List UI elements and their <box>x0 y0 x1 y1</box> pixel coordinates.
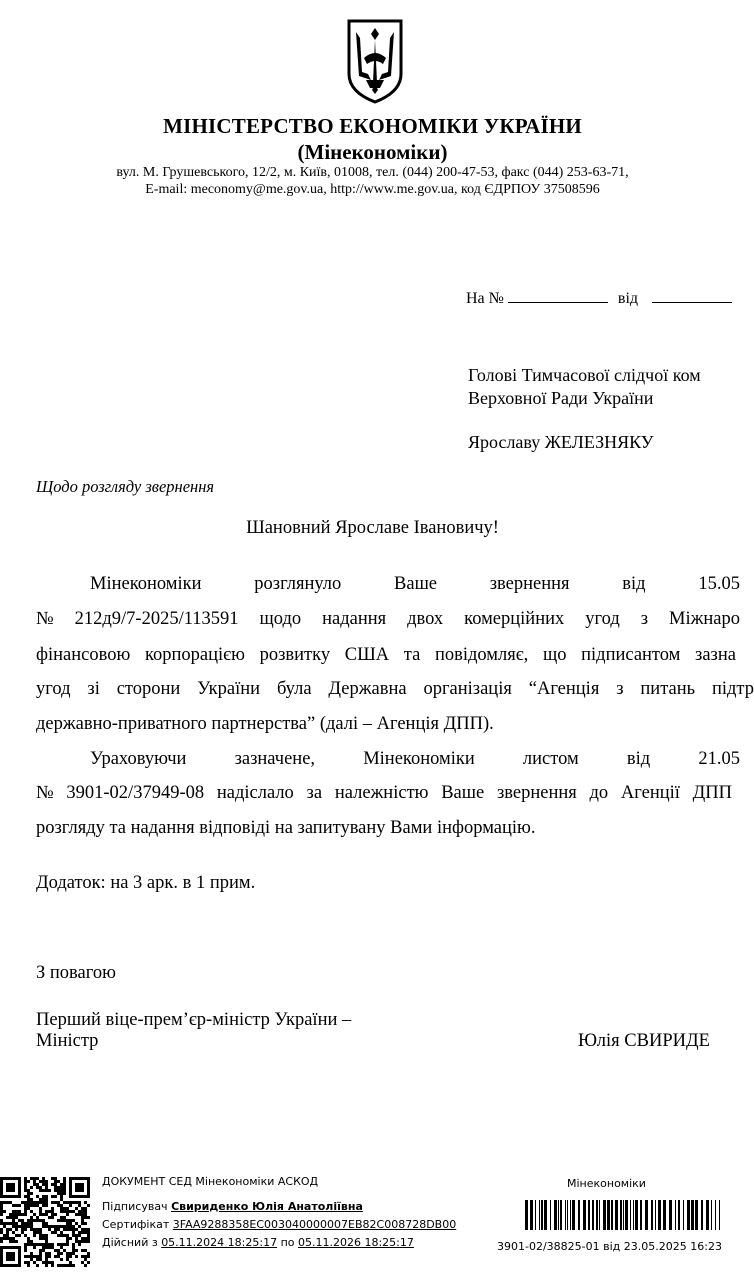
reference-line <box>466 288 732 308</box>
body-word: питань <box>640 679 696 699</box>
body-word: належністю <box>334 783 429 803</box>
body-word: розвитку <box>259 645 331 665</box>
body-word: щодо <box>259 609 302 629</box>
body-word: розглянуло <box>254 574 342 594</box>
body-word: Агенції <box>620 783 680 803</box>
sed-document-label: ДОКУМЕНТ СЕД Мінекономіки АСКОД <box>102 1175 319 1188</box>
sed-cert-label: Сертифікат <box>102 1218 170 1231</box>
body-line <box>36 679 754 700</box>
reference-date-label: від <box>617 290 639 307</box>
body-word: звернення <box>496 783 577 803</box>
barcode-icon <box>525 1200 720 1230</box>
body-word: Міжнаро <box>669 609 740 629</box>
recipient-title: Голові Тимчасової слідчої ком <box>468 365 701 385</box>
body-word: повідомляє, <box>434 645 529 665</box>
body-line: розгляду та надання відповіді на запитувану Вами інформацію. <box>36 818 536 838</box>
org-contacts: E-mail: meconomy@me.gov.ua, http://www.me.gov.ua, код ЄДРПОУ 37508596 <box>145 182 600 197</box>
body-word: угод <box>585 609 620 629</box>
body-word: № <box>36 609 54 629</box>
sed-signer-label: Підписувач <box>102 1200 168 1213</box>
body-line <box>90 574 740 595</box>
body-word: угод <box>36 679 71 699</box>
body-word: від <box>626 749 651 769</box>
body-word: була <box>276 679 312 699</box>
body-line: державно-приватного партнерства” (далі – Агенція ДПП). <box>36 714 494 734</box>
body-word: що <box>542 645 567 665</box>
body-word: Ураховуючи <box>90 749 187 769</box>
body-word: надання <box>322 609 387 629</box>
registration-org: Мінекономіки <box>567 1177 646 1190</box>
body-word: Ваше <box>394 574 438 594</box>
body-word: та <box>403 645 421 665</box>
body-word: 3901-02/37949-08 <box>66 783 205 803</box>
body-word: надіслало <box>216 783 294 803</box>
org-title: МІНІСТЕРСТВО ЕКОНОМІКИ УКРАЇНИ <box>163 114 582 138</box>
body-line <box>36 783 732 804</box>
org-short-name: (Мінекономіки) <box>297 140 448 164</box>
qr-code-icon <box>0 1172 90 1272</box>
closing-regards: З повагою <box>36 963 116 983</box>
body-word: листом <box>522 749 579 769</box>
body-line <box>90 749 740 770</box>
body-word: за <box>306 783 323 803</box>
body-word: сторони <box>116 679 181 699</box>
body-word: організація <box>423 679 512 699</box>
sed-signer-value: Свириденко Юлія Анатоліївна <box>171 1200 363 1213</box>
body-word: зазначене, <box>234 749 316 769</box>
body-word: № <box>36 783 54 803</box>
body-word: підписантом <box>581 645 681 665</box>
sed-cert-value: 3FAA9288358EC003040000007EB82C008728DB00 <box>172 1218 457 1231</box>
body-word: звернення <box>489 574 570 594</box>
sed-validity <box>102 1236 414 1249</box>
body-word: Мінекономіки <box>363 749 475 769</box>
reference-number-label: На № <box>466 290 504 307</box>
attachment-note: Додаток: на 3 арк. в 1 прим. <box>36 873 256 893</box>
sed-signer <box>102 1200 363 1213</box>
letter-greeting: Шановний Ярославе Івановичу! <box>246 518 499 538</box>
reference-number-blank <box>508 288 608 303</box>
sed-certificate <box>102 1218 456 1231</box>
signer-name: Юлія СВИРИДЕ <box>578 1031 710 1051</box>
body-word: України <box>197 679 261 699</box>
body-word: до <box>589 783 609 803</box>
coat-of-arms-icon <box>346 18 404 104</box>
reference-date-blank <box>652 288 732 303</box>
body-word: з <box>640 609 649 629</box>
body-word: зі <box>87 679 100 699</box>
body-word: США <box>344 645 390 665</box>
body-word: “Агенція <box>528 679 600 699</box>
sed-valid-label: Дійсний з <box>102 1236 158 1249</box>
body-word: фінансовою <box>36 645 131 665</box>
signer-position: Перший віце-прем’єр-міністр України – <box>36 1010 352 1030</box>
body-word: 21.05 <box>698 749 740 769</box>
sed-valid-to: 05.11.2026 18:25:17 <box>298 1236 414 1249</box>
body-word: корпорацією <box>144 645 245 665</box>
body-word: 15.05 <box>698 574 740 594</box>
body-word: двох <box>407 609 444 629</box>
sed-valid-to-label: по <box>280 1236 295 1249</box>
body-line <box>36 645 736 666</box>
recipient-organization: Верховної Ради України <box>468 388 654 408</box>
body-word: комерційних <box>464 609 565 629</box>
body-word: зазна <box>695 645 736 665</box>
registration-number: 3901-02/38825-01 від 23.05.2025 16:23 <box>497 1240 722 1253</box>
body-word: 212д9/7-2025/113591 <box>74 609 239 629</box>
body-word: ДПП <box>692 783 732 803</box>
body-line <box>36 609 740 630</box>
body-word: Державна <box>328 679 407 699</box>
org-address: вул. М. Грушевського, 12/2, м. Київ, 01008, тел. (044) 200-47-53, факс (044) 253-63-71, <box>116 165 629 180</box>
body-word: підтр <box>711 679 754 699</box>
letter-subject: Щодо розгляду звернення <box>36 477 215 496</box>
body-word: Мінекономіки <box>90 574 202 594</box>
body-word: від <box>622 574 646 594</box>
body-word: з <box>616 679 624 699</box>
recipient-name: Ярославу ЖЕЛЕЗНЯКУ <box>468 432 654 452</box>
sed-valid-from: 05.11.2024 18:25:17 <box>161 1236 278 1249</box>
body-word: Ваше <box>441 783 485 803</box>
signer-position-2: Міністр <box>36 1031 99 1051</box>
